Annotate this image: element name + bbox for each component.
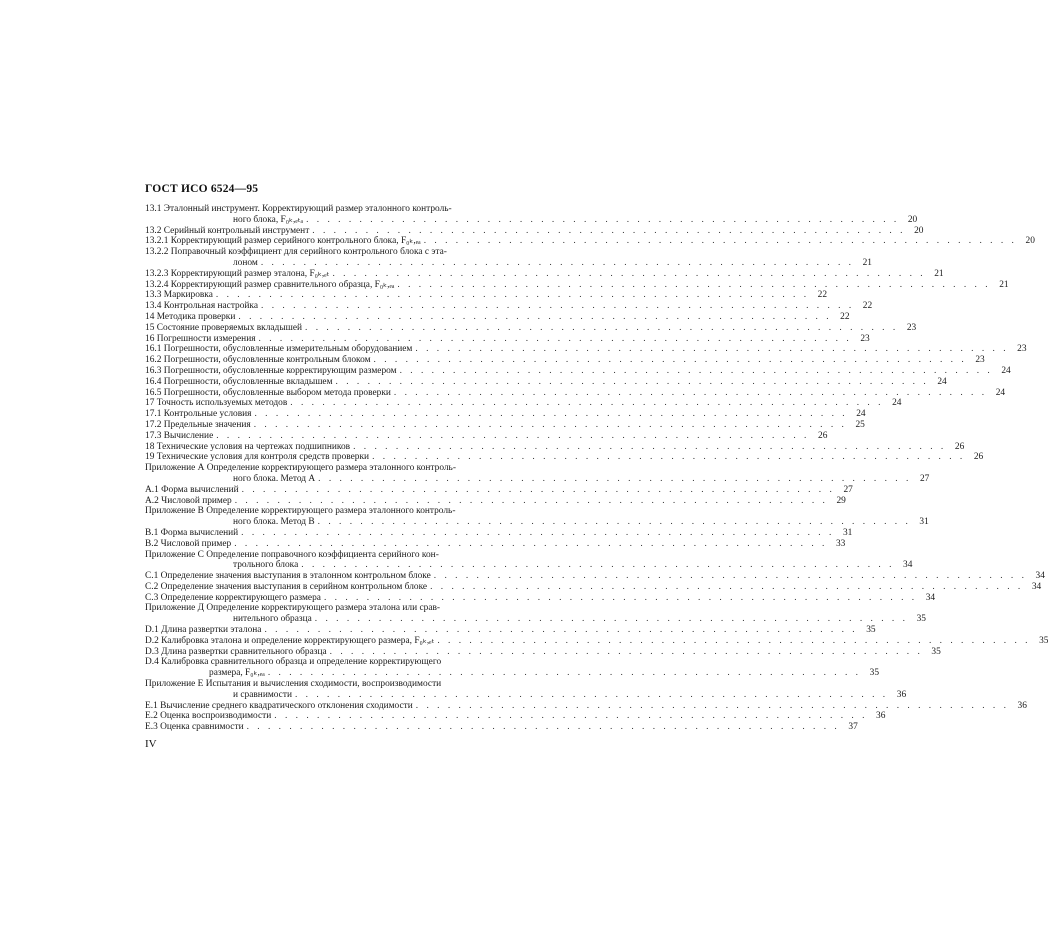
dot-leader bbox=[329, 269, 925, 280]
toc-entry-text: 13.2.3 Корректирующий размер эталона, F₀ₖ,ₑₜ bbox=[145, 268, 330, 279]
toc-page-number: 35 bbox=[866, 625, 876, 636]
toc-entry bbox=[145, 214, 918, 226]
dot-leader bbox=[434, 636, 1030, 647]
toc-entry bbox=[145, 398, 902, 409]
dot-leader bbox=[231, 539, 827, 550]
toc-page-number: 21 bbox=[999, 279, 1009, 290]
toc-entry bbox=[145, 679, 503, 690]
toc-entry bbox=[145, 646, 941, 658]
toc-entry-text: 16.3 Погрешности, обусловленные корректирующим размером bbox=[145, 365, 397, 376]
document-header: ГОСТ ИСО 6524—95 bbox=[145, 183, 259, 195]
dot-leader bbox=[312, 614, 908, 625]
dot-leader bbox=[271, 711, 867, 722]
toc-entry-text: 13.4 Контрольная настройка bbox=[145, 301, 259, 312]
toc-entry bbox=[145, 333, 870, 345]
dot-leader bbox=[287, 398, 883, 409]
toc-entry bbox=[145, 657, 503, 668]
toc-entry bbox=[145, 560, 913, 571]
toc-entry-text: 17.2 Предельные значения bbox=[145, 419, 251, 430]
toc-entry bbox=[145, 711, 886, 722]
toc-page-number: 23 bbox=[906, 322, 917, 333]
toc-entry bbox=[145, 635, 1048, 647]
toc-entry bbox=[145, 668, 879, 679]
dot-leader bbox=[302, 323, 898, 334]
toc-page-number: 34 bbox=[903, 560, 913, 571]
toc-entry-text: Приложение А Определение корректирующего размера эталонного контроль- bbox=[145, 463, 456, 474]
toc-page-number: 29 bbox=[836, 495, 846, 506]
dot-leader bbox=[213, 431, 809, 442]
toc-entry bbox=[145, 484, 853, 496]
toc-entry bbox=[145, 301, 873, 312]
toc-entry bbox=[145, 409, 866, 420]
toc-entry bbox=[145, 452, 984, 463]
dot-leader bbox=[427, 582, 1023, 593]
toc-entry-text: 13.2.4 Корректирующий размер сравнительного образца, F₀ₖ,ₑₐ bbox=[145, 279, 395, 290]
toc-entry-text: В.1 Форма вычислений bbox=[145, 527, 239, 538]
toc-entry-text: 13.3 Маркировка bbox=[145, 290, 213, 301]
dot-leader bbox=[292, 690, 888, 701]
toc-page-number: 35 bbox=[916, 614, 926, 625]
toc-page-number: 35 bbox=[1039, 635, 1048, 646]
toc-entry-text: D.4 Калибровка сравнительного образца и определение корректирующего bbox=[145, 657, 442, 668]
toc-entry-text: 16 Погрешности измерения bbox=[145, 333, 256, 344]
toc-page-number: 20 bbox=[1025, 236, 1035, 247]
toc-entry-text: Приложение Е Испытания и вычисления сходимости, воспроизводимости bbox=[145, 679, 442, 690]
toc-entry bbox=[145, 689, 907, 701]
toc-entry bbox=[145, 527, 853, 539]
toc-entry bbox=[145, 614, 926, 625]
dot-leader bbox=[327, 647, 923, 658]
dot-leader bbox=[413, 701, 1009, 712]
dot-leader bbox=[371, 355, 967, 366]
toc-entry bbox=[145, 441, 965, 453]
dot-leader bbox=[232, 496, 828, 507]
toc-entry bbox=[145, 344, 1027, 355]
dot-leader bbox=[303, 215, 899, 226]
toc-entry bbox=[145, 225, 924, 237]
toc-page-number: 26 bbox=[954, 441, 965, 452]
toc-entry-text: А.1 Форма вычислений bbox=[145, 484, 239, 495]
toc-page-number: 23 bbox=[975, 355, 985, 366]
toc-entry bbox=[145, 538, 846, 550]
toc-entry-text: В.2 Числовой пример bbox=[145, 538, 232, 549]
toc-entry bbox=[145, 592, 936, 604]
toc-entry-text: Е.1 Вычисление среднего квадратического отклонения сходимости bbox=[145, 700, 413, 711]
dot-leader bbox=[258, 258, 854, 269]
toc-entry-text: 16.4 Погрешности, обусловленные вкладышем bbox=[145, 376, 333, 387]
toc-entry-text: и сравнимости bbox=[233, 689, 292, 700]
toc-page-number: 35 bbox=[931, 646, 941, 657]
toc-entry bbox=[145, 365, 1011, 377]
dot-leader bbox=[394, 280, 990, 291]
toc-page-number: 26 bbox=[973, 452, 984, 463]
toc-page-number: 27 bbox=[919, 473, 930, 484]
dot-leader bbox=[315, 517, 911, 528]
toc-entry bbox=[145, 279, 1009, 291]
toc-entry-text: трольного блока bbox=[233, 560, 299, 571]
toc-entry bbox=[145, 355, 985, 366]
toc-entry bbox=[145, 571, 1045, 582]
toc-entry-text: 13.2.2 Поправочный коэффициент для серийного контрольного блока с эта- bbox=[145, 247, 447, 258]
toc-page-number: 24 bbox=[892, 398, 902, 409]
toc-page-number: 24 bbox=[995, 387, 1006, 398]
toc-page-number: 22 bbox=[840, 311, 850, 322]
toc-entry-text: 13.1 Эталонный инструмент. Корректирующий размер эталонного контроль- bbox=[145, 204, 452, 214]
dot-leader bbox=[391, 388, 987, 399]
dot-leader bbox=[333, 377, 929, 388]
toc-entry-text: D.1 Длина развертки эталона bbox=[145, 625, 262, 636]
toc-entry bbox=[145, 700, 1027, 712]
toc-entry-text: 14 Методика проверки bbox=[145, 311, 236, 322]
toc-entry-text: Е.3 Оценка сравнимости bbox=[145, 722, 244, 733]
toc-entry bbox=[145, 463, 503, 474]
toc-entry-text: 16.1 Погрешности, обусловленные измерительным оборудованием bbox=[145, 344, 413, 355]
dot-leader bbox=[421, 236, 1017, 247]
dot-leader bbox=[213, 290, 809, 301]
toc-entry bbox=[145, 387, 1006, 399]
toc-page-number: 35 bbox=[869, 668, 879, 679]
toc-page-number: 33 bbox=[835, 538, 846, 549]
toc-entry-text: 13.2 Серийный контрольный инструмент bbox=[145, 225, 310, 236]
dot-leader bbox=[251, 409, 847, 420]
toc-entry-text: 19 Технические условия для контроля средств проверки bbox=[145, 452, 370, 463]
toc-entry bbox=[145, 603, 503, 614]
table-of-contents bbox=[145, 204, 1048, 733]
toc-entry bbox=[145, 376, 947, 388]
toc-page-number: 34 bbox=[925, 592, 936, 603]
toc-entry bbox=[145, 204, 503, 215]
toc-entry-text: лоном bbox=[233, 257, 258, 268]
toc-entry bbox=[145, 268, 944, 280]
toc-page-number: 25 bbox=[855, 419, 865, 430]
toc-page-number: 26 bbox=[818, 430, 828, 441]
toc-entry bbox=[145, 506, 503, 517]
toc-entry bbox=[145, 236, 1035, 247]
dot-leader bbox=[397, 366, 993, 377]
toc-page-number: 36 bbox=[876, 711, 886, 722]
toc-page-number: 22 bbox=[862, 301, 873, 312]
toc-entry-text: Приложение Д Определение корректирующего размера эталона или срав- bbox=[145, 603, 441, 614]
toc-entry-text: 13.2.1 Корректирующий размер серийного контрольного блока, F₀ₖ,ₑₐ bbox=[145, 236, 421, 247]
dot-leader bbox=[321, 593, 917, 604]
toc-page-number: 36 bbox=[896, 689, 907, 700]
toc-page-number: 21 bbox=[862, 257, 872, 268]
toc-page-number: 20 bbox=[914, 225, 924, 236]
toc-entry-text: ного блока, F₀ₖ,ₑₜₐ bbox=[233, 214, 304, 225]
toc-entry bbox=[145, 290, 828, 301]
dot-leader bbox=[251, 420, 847, 431]
toc-entry bbox=[145, 517, 929, 528]
toc-entry-text: С.1 Определение значения выступания в эталонном контрольном блоке bbox=[145, 571, 431, 582]
dot-leader bbox=[431, 571, 1027, 582]
toc-page-number: 37 bbox=[848, 722, 858, 733]
toc-entry-text: 17 Точность используемых методов bbox=[145, 398, 288, 409]
toc-entry bbox=[145, 625, 876, 636]
toc-entry-text: 17.1 Контрольные условия bbox=[145, 409, 252, 420]
dot-leader bbox=[244, 722, 840, 733]
toc-page-number: 20 bbox=[907, 214, 918, 225]
toc-entry-text: нительного образца bbox=[233, 614, 312, 625]
dot-leader bbox=[265, 668, 861, 679]
toc-entry-text: 16.2 Погрешности, обусловленные контрольным блоком bbox=[145, 355, 371, 366]
dot-leader bbox=[298, 560, 894, 571]
toc-entry-text: 15 Состояние проверяемых вкладышей bbox=[145, 322, 303, 333]
dot-leader bbox=[239, 485, 835, 496]
dot-leader bbox=[235, 312, 831, 323]
toc-entry bbox=[145, 550, 503, 561]
toc-entry-text: ного блока. Метод В bbox=[233, 517, 315, 528]
toc-entry-text: 18 Технические условия на чертежах подшипников bbox=[145, 441, 351, 452]
toc-entry-text: ного блока. Метод А bbox=[233, 473, 316, 484]
toc-entry-text: Приложение С Определение поправочного коэффициента серийного кон- bbox=[145, 549, 439, 560]
dot-leader bbox=[309, 226, 905, 237]
toc-entry-text: Приложение В Определение корректирующего размера эталонного контроль- bbox=[145, 506, 456, 517]
toc-page-number: 31 bbox=[842, 527, 853, 538]
dot-leader bbox=[412, 344, 1008, 355]
toc-page-number: 34 bbox=[1035, 571, 1045, 582]
toc-entry bbox=[145, 322, 917, 334]
toc-entry bbox=[145, 495, 846, 507]
toc-entry bbox=[145, 581, 1042, 593]
toc-entry bbox=[145, 722, 858, 733]
toc-entry-text: 17.3 Вычисление bbox=[145, 430, 214, 441]
toc-entry bbox=[145, 419, 865, 431]
toc-page-number: 36 bbox=[1017, 700, 1027, 711]
toc-entry-text: Е.2 Оценка воспроизводимости bbox=[145, 711, 272, 722]
toc-page-number: 23 bbox=[860, 333, 870, 344]
dot-leader bbox=[258, 301, 854, 312]
toc-page-number: 22 bbox=[817, 290, 828, 301]
dot-leader bbox=[261, 625, 857, 636]
toc-page-number: 24 bbox=[937, 376, 947, 387]
dot-leader bbox=[256, 334, 852, 345]
toc-page-number: 27 bbox=[843, 484, 853, 495]
toc-entry bbox=[145, 247, 503, 258]
toc-entry-text: С.3 Определение корректирующего размера bbox=[145, 592, 321, 603]
toc-entry bbox=[145, 430, 828, 442]
toc-page-number: 24 bbox=[856, 409, 866, 420]
dot-leader bbox=[350, 442, 946, 453]
toc-page-number: 31 bbox=[919, 517, 929, 528]
toc-entry-text: D.3 Длина развертки сравнительного образца bbox=[145, 646, 327, 657]
page-number: IV bbox=[145, 738, 157, 750]
toc-entry bbox=[145, 257, 872, 269]
toc-entry-text: 16.5 Погрешности, обусловленные выбором метода проверки bbox=[145, 387, 391, 398]
toc-entry-text: размера, F₀ₖ,ₑₐ bbox=[209, 668, 265, 679]
toc-page-number: 21 bbox=[934, 268, 944, 279]
toc-entry bbox=[145, 473, 930, 485]
toc-entry-text: С.2 Определение значения выступания в серийном контрольном блоке bbox=[145, 581, 428, 592]
toc-page-number: 24 bbox=[1001, 365, 1011, 376]
toc-entry-text: D.2 Калибровка эталона и определение корректирующего размера, F₀ₖ,ₑₜ bbox=[145, 635, 435, 646]
toc-entry bbox=[145, 311, 850, 323]
dot-leader bbox=[369, 452, 965, 463]
toc-page-number: 23 bbox=[1017, 344, 1027, 355]
toc-entry-text: А.2 Числовой пример bbox=[145, 495, 232, 506]
toc-page-number: 34 bbox=[1031, 581, 1042, 592]
dot-leader bbox=[238, 528, 834, 539]
dot-leader bbox=[315, 474, 911, 485]
